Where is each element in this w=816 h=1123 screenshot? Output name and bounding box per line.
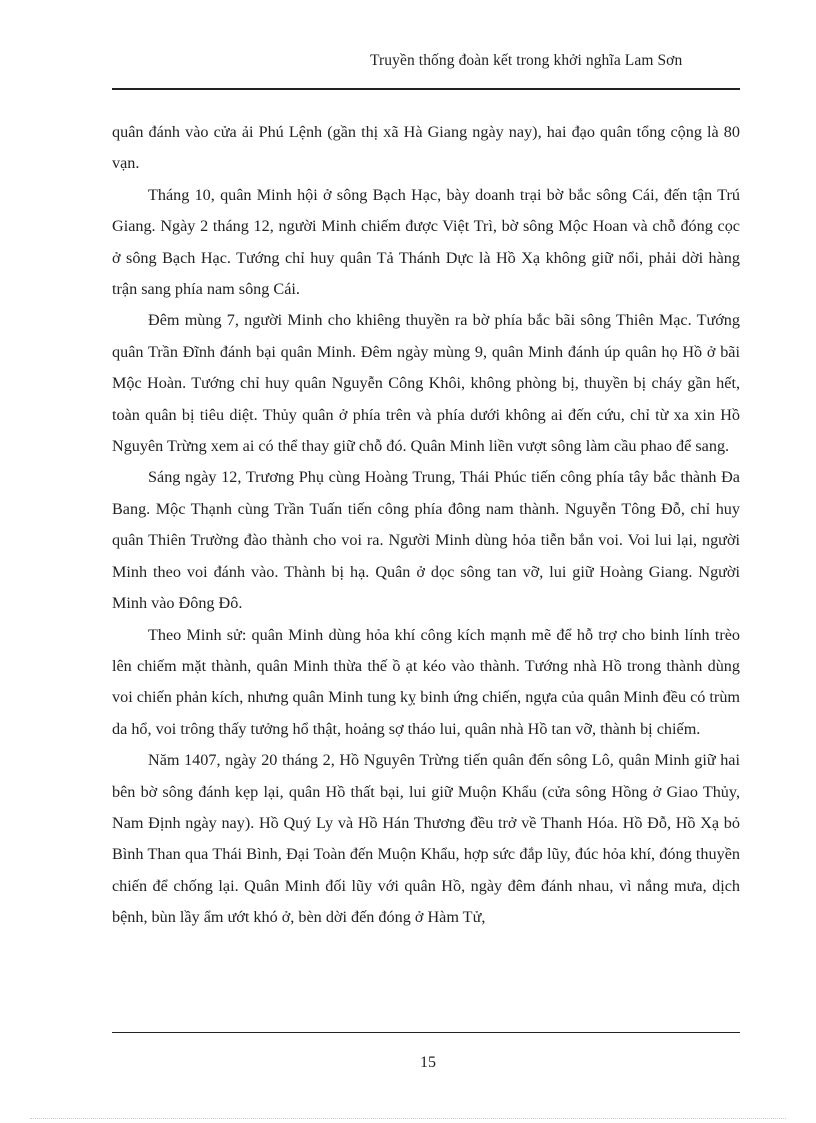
page-number: 15 [420, 1054, 436, 1071]
footer-rule [112, 1032, 740, 1033]
paragraph: Đêm mùng 7, người Minh cho khiêng thuyền ra bờ phía bắc bãi sông Thiên Mạc. Tướng quân Trần Đĩnh đánh bại quân Minh. Đêm ngày mùng 9, quân Minh đánh úp quân họ Hồ ở bãi Mộc Hoàn. Tướng chỉ huy quân Nguyễn Công Khôi, không phòng bị, thuyền bị cháy gần hết, toàn quân bị tiêu diệt. Thủy quân ở phía trên và phía dưới không ai đến cứu, chỉ từ xa xin Hồ Nguyên Trừng xem ai có thể thay giữ chỗ đó. Quân Minh liền vượt sông làm cầu phao để sang. [112, 311, 740, 456]
page-break-divider [30, 1118, 786, 1119]
paragraph: Sáng ngày 12, Trương Phụ cùng Hoàng Trung, Thái Phúc tiến công phía tây bắc thành Đa Bang. Mộc Thạnh cùng Trần Tuấn tiến công phía đông nam thành. Nguyễn Tông Đỗ, chỉ huy quân Thiên Trường đào thành cho voi ra. Người Minh dùng hỏa tiễn bắn voi. Voi lui lại, người Minh theo voi đánh vào. Thành bị hạ. Quân ở dọc sông tan vỡ, lui giữ Hoàng Giang. Người Minh vào Đông Đô. [112, 468, 740, 613]
paragraph: Theo Minh sử: quân Minh dùng hỏa khí công kích mạnh mẽ để hỗ trợ cho binh lính trèo lên chiếm mặt thành, quân Minh thừa thế ồ ạt kéo vào thành. Tướng nhà Hồ trong thành dùng voi chiến phản kích, nhưng quân Minh tung kỵ binh ứng chiến, ngựa của quân Minh đều có trùm da hổ, voi trông thấy tưởng hổ thật, hoảng sợ tháo lui, quân nhà Hồ tan vỡ, thành bị chiếm. [112, 625, 740, 738]
header-rule [112, 88, 740, 90]
paragraph: quân đánh vào cửa ải Phú Lệnh (gần thị xã Hà Giang ngày nay), hai đạo quân tổng cộng là 80 vạn. [112, 123, 740, 173]
paragraph: Năm 1407, ngày 20 tháng 2, Hồ Nguyên Trừng tiến quân đến sông Lô, quân Minh giữ hai bên bờ sông đánh kẹp lại, quân Hồ thất bại, lui giữ Muộn Khẩu (cửa sông Hồng ở Giao Thủy, Nam Định ngày nay). Hồ Quý Ly và Hồ Hán Thương đều trở về Thanh Hóa. Hồ Đỗ, Hồ Xạ bỏ Bình Than qua Thái Bình, Đại Toàn đến Muộn Khẩu, hợp sức đắp lũy, đúc hỏa khí, đóng thuyền chiến để chống lại. Quân Minh đối lũy với quân Hồ, ngày đêm đánh nhau, vì nắng mưa, dịch bệnh, bùn lầy ẩm ướt khó ở, bèn dời đến đóng ở Hàm Tử, [112, 751, 740, 927]
paragraph: Tháng 10, quân Minh hội ở sông Bạch Hạc, bày doanh trại bờ bắc sông Cái, đến tận Trú Giang. Ngày 2 tháng 12, người Minh chiếm được Việt Trì, bờ sông Mộc Hoan và chỗ đóng cọc ở sông Bạch Hạc. Tướng chỉ huy quân Tả Thánh Dực là Hồ Xạ không giữ nổi, phải dời hàng trận sang phía nam sông Cái. [112, 185, 740, 299]
body-text [112, 117, 740, 934]
running-header: Truyền thống đoàn kết trong khởi nghĩa Lam Sơn [370, 52, 683, 69]
